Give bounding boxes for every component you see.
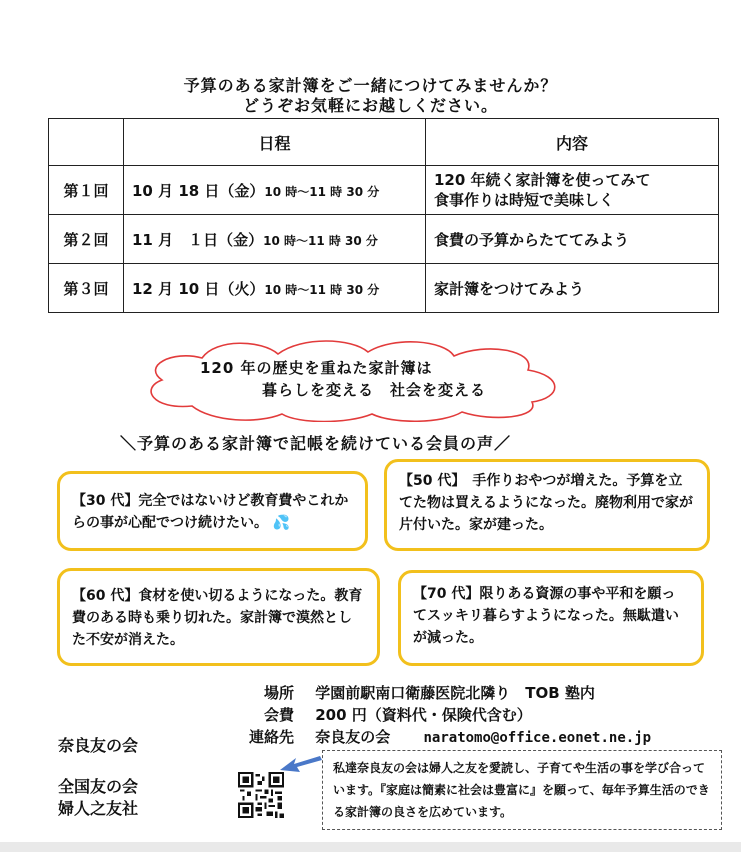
info-place: [254, 682, 595, 704]
header-date: 日程: [124, 119, 426, 166]
info-fee: [254, 704, 532, 726]
contact-name: 奈良友の会: [315, 728, 391, 746]
intro-line-2: どうぞお気軽にお越しください。: [242, 96, 498, 115]
time-text: 10 時～11 時 30 分: [264, 184, 380, 199]
voice-box-60s: [57, 568, 380, 666]
voice-box-70s: [398, 570, 704, 666]
date-text: 10 月 18 日（金）: [132, 181, 265, 200]
session-content: [426, 166, 719, 215]
session-content: [426, 264, 719, 313]
page-bottom-divider: [0, 842, 741, 852]
time-text: 10 時～11 時 30 分: [264, 282, 380, 297]
time-text: 10 時～11 時 30 分: [263, 233, 378, 248]
qr-code-icon[interactable]: [238, 772, 284, 818]
cloud-line-1: 120 年の歴史を重ねた家計簿は: [200, 359, 433, 377]
session-date: [124, 215, 426, 264]
session-label: 第１回: [49, 166, 124, 215]
voice-text: 【30 代】完全ではないけど教育費やこれからの事が心配でつけ続けたい。: [72, 493, 349, 531]
voice-text: 【70 代】限りある資源の事や平和を願ってスッキリ暮らすようになった。無駄遣いが減った。: [413, 586, 679, 646]
content-line-1: 家計簿をつけてみよう: [434, 279, 585, 298]
header-content: 内容: [426, 119, 719, 166]
voice-box-30s: [57, 471, 368, 551]
fee-label: 会費: [263, 706, 294, 724]
arrow-icon: [278, 750, 322, 776]
content-line-1: 食費の予算からたててみよう: [434, 230, 630, 249]
info-contact: [238, 726, 651, 749]
cloud-line-2: 暮らしを変える 社会を変える: [262, 381, 487, 399]
fee-value: 200 円（資料代・保険代含む）: [315, 706, 532, 724]
table-header-row: [49, 119, 719, 166]
table-row: [49, 166, 719, 215]
intro-line-1: 予算のある家計簿をご一緒につけてみませんか？: [183, 76, 558, 95]
association-note: [322, 750, 722, 830]
session-label: 第３回: [49, 264, 124, 313]
content-line-2: 食事作りは時短で美味しく: [434, 191, 615, 209]
org-zenkoku: 全国友の会: [58, 777, 139, 796]
org-fujinnotomo: 婦人之友社: [58, 799, 139, 818]
place-label: 場所: [263, 684, 294, 702]
content-line-1: 120 年続く家計簿を使ってみて: [434, 171, 651, 189]
table-row: [49, 264, 719, 313]
header-session: [49, 119, 124, 166]
table-row: [49, 215, 719, 264]
date-text: 11 月 １日（金）: [132, 230, 264, 249]
session-date: [124, 264, 426, 313]
date-text: 12 月 10 日（火）: [132, 279, 265, 298]
sweat-drops-icon: 💦: [272, 515, 291, 531]
contact-label: 連絡先: [248, 728, 294, 746]
session-content: [426, 215, 719, 264]
contact-email[interactable]: naratomo@office.eonet.ne.jp: [423, 730, 652, 746]
place-value: 学園前駅南口衛藤医院北隣り TOB 塾内: [315, 684, 595, 702]
voices-heading: ＼予算のある家計簿で記帳を続けている会員の声／: [120, 434, 512, 453]
voice-box-50s: [384, 459, 710, 551]
org-naratomo: 奈良友の会: [58, 736, 139, 755]
schedule-table: [48, 118, 719, 313]
voice-text: 【60 代】食材を使い切るようになった。教育費のある時も乗り切れた。家計簿で漠然とした不安が消えた。: [72, 588, 363, 648]
session-label: 第２回: [49, 215, 124, 264]
session-date: [124, 166, 426, 215]
voice-text: 【50 代】 手作りおやつが増えた。予算を立てた物は買えるようになった。廃物利用で家が片付いた。家が建った。: [399, 473, 693, 533]
note-text: 私達奈良友の会は婦人之友を愛読し、子育てや生活の事を学び合っています。『家庭は簡素に社会は豊富に』を願って、毎年予算生活のできる家計簿の良さを広めています。: [333, 761, 710, 819]
